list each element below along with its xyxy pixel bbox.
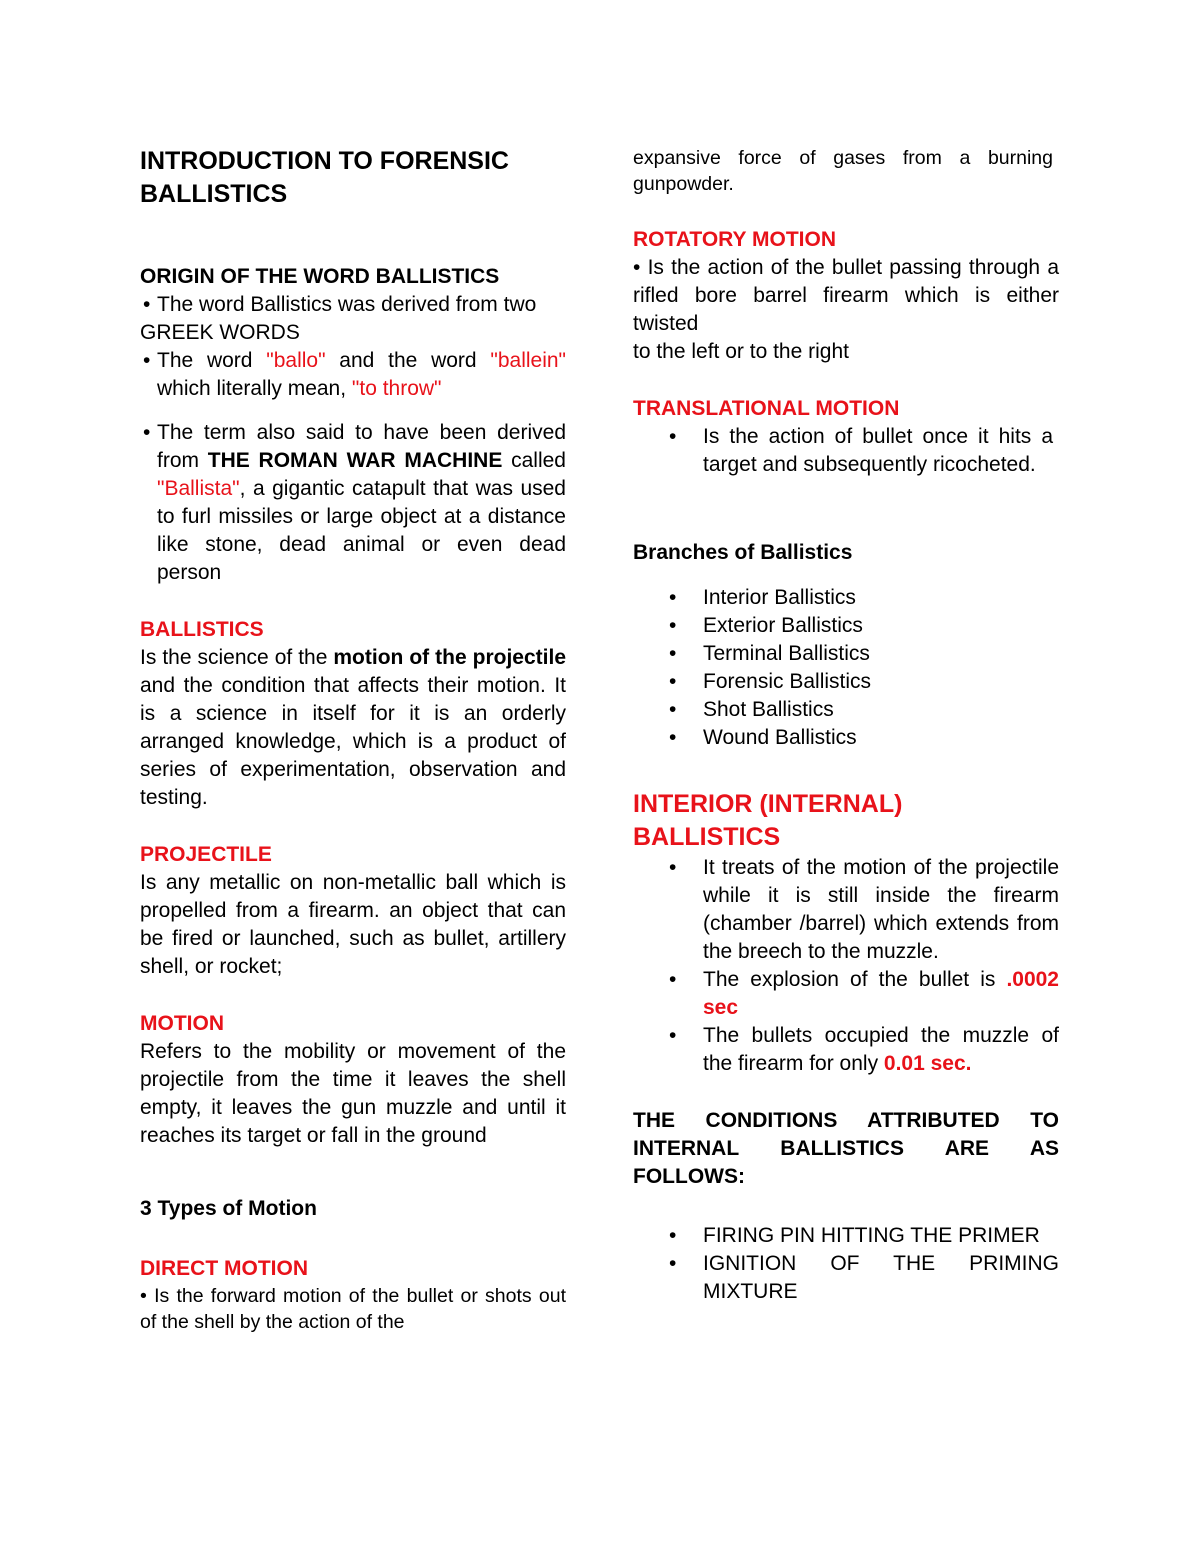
branches-list xyxy=(633,584,1059,752)
list-item: • IGNITION OF THE PRIMING MIXTURE xyxy=(669,1252,1059,1303)
direct-motion-continued: expansive force of gases from a burning gunpowder. xyxy=(633,147,1053,195)
greek-words: GREEK WORDS xyxy=(140,321,300,344)
conditions-heading: THE CONDITIONS ATTRIBUTED TO INTERNAL BALLISTICS ARE AS FOLLOWS: xyxy=(633,1109,1059,1188)
bullet-icon: • xyxy=(669,1224,677,1247)
branches-heading: Branches of Ballistics xyxy=(633,541,853,564)
bullet-icon: • xyxy=(669,642,677,665)
bullet-icon: • xyxy=(143,293,151,316)
conditions-list xyxy=(633,1222,1059,1306)
bullet-icon: • xyxy=(669,698,677,721)
interior-ballistics-heading: INTERIOR (INTERNAL) BALLISTICS xyxy=(633,790,903,851)
bullet-icon: • xyxy=(669,586,677,609)
bullet-icon: • xyxy=(143,421,151,444)
bullet-icon: • xyxy=(140,1285,147,1307)
interior-bullet-1: • It treats of the motion of the projectile while it is still inside the firearm (chamber /barrel) which extends from the breech to the muzzle. xyxy=(669,856,1059,963)
interior-bullet-3: • The bullets occupied the muzzle of the firearm for only 0.01 sec. xyxy=(669,1024,1059,1075)
origin-bullet-1: • The word Ballistics was derived from two xyxy=(140,291,566,319)
left-column xyxy=(140,145,566,1335)
motion-definition: Refers to the mobility or movement of the projectile from the time it leaves the shell empty, it leaves the gun muzzle and until it reaches its target or fall in the ground xyxy=(140,1040,566,1147)
list-item: • Forensic Ballistics xyxy=(633,668,1059,696)
interior-bullet-2: • The explosion of the bullet is .0002 sec xyxy=(669,968,1059,1019)
bullet-icon: • xyxy=(669,726,677,749)
bullet-icon: • xyxy=(143,349,151,372)
list-item: • Exterior Ballistics xyxy=(633,612,1059,640)
title-line-1: INTRODUCTION TO FORENSIC xyxy=(140,147,509,175)
rotatory-motion-text: • Is the action of the bullet passing through a rifled bore barrel firearm which is either twisted xyxy=(633,256,1059,335)
motion-heading: MOTION xyxy=(140,1012,224,1035)
bullet-icon: • xyxy=(669,856,677,879)
origin-heading: ORIGIN OF THE WORD BALLISTICS xyxy=(140,265,500,288)
projectile-heading: PROJECTILE xyxy=(140,843,272,866)
list-item: • FIRING PIN HITTING THE PRIMER xyxy=(633,1222,1059,1250)
bullet-icon: • xyxy=(669,968,677,991)
rotatory-motion-heading: ROTATORY MOTION xyxy=(633,228,836,251)
origin-bullet-2: • The word "ballo" and the word "ballein" which literally mean, "to throw" xyxy=(143,349,566,400)
types-of-motion-heading: 3 Types of Motion xyxy=(140,1197,317,1220)
origin-bullet-3: • The term also said to have been derived from THE ROMAN WAR MACHINE called "Ballista", a gigantic catapult that was used to furl missiles or large object at a distance like stone, dead animal or even dead person xyxy=(143,421,566,584)
right-column xyxy=(633,145,1059,1306)
translational-motion-heading: TRANSLATIONAL MOTION xyxy=(633,397,900,420)
list-item: • Wound Ballistics xyxy=(633,724,1059,752)
bullet-icon: • xyxy=(669,425,677,448)
list-item: • Interior Ballistics xyxy=(633,584,1059,612)
bullet-icon: • xyxy=(669,614,677,637)
translational-motion-bullet: • Is the action of bullet once it hits a target and subsequently ricocheted. xyxy=(669,425,1053,476)
bullet-icon: • xyxy=(669,1252,677,1275)
bullet-icon: • xyxy=(633,256,641,279)
title-line-2: BALLISTICS xyxy=(140,180,288,208)
direct-motion-text: • Is the forward motion of the bullet or shots out of the shell by the action of the xyxy=(140,1285,566,1333)
ballistics-definition: Is the science of the motion of the projectile and the condition that affects their motion. It is a science in itself for it is an orderly arranged knowledge, which is a product of series of experimentation, observation and testing. xyxy=(140,646,567,809)
ballistics-heading: BALLISTICS xyxy=(140,618,264,641)
bullet-icon: • xyxy=(669,670,677,693)
list-item: • Shot Ballistics xyxy=(633,696,1059,724)
bullet-icon: • xyxy=(669,1024,677,1047)
document-title xyxy=(140,145,566,211)
rotatory-motion-text-2: to the left or to the right xyxy=(633,340,849,363)
projectile-definition: Is any metallic on non-metallic ball which is propelled from a firearm. an object that can be fired or launched, such as bullet, artillery shell, or rocket; xyxy=(140,871,566,978)
direct-motion-heading: DIRECT MOTION xyxy=(140,1257,308,1280)
list-item: • Terminal Ballistics xyxy=(633,640,1059,668)
